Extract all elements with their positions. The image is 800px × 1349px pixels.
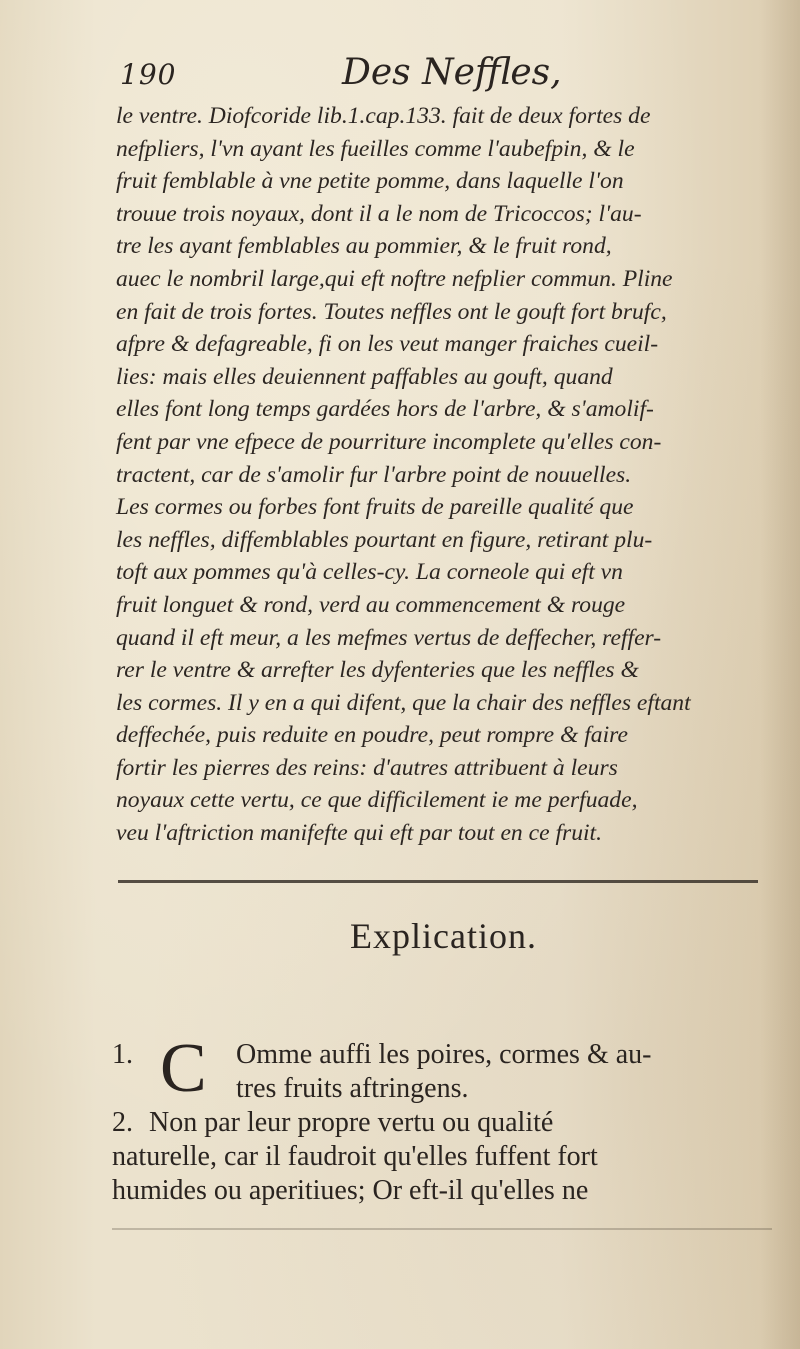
section-heading: Explication.	[350, 916, 537, 956]
text-line: humides ou aperitiues; Or eft-il qu'elles ne	[112, 1175, 589, 1206]
text-line: le ventre. Diofcoride lib.1.cap.133. fait de deux fortes de	[116, 103, 651, 129]
text-line: en fait de trois fortes. Toutes neffles ont le gouft fort brufc,	[116, 298, 667, 325]
text-line: tres fruits aftringens.	[236, 1073, 469, 1104]
text-line: fortir les pierres des reins: d'autres attribuent à leurs	[116, 754, 618, 781]
text-line: nefpliers, l'vn ayant les fueilles comme l'aubefpin, & le	[116, 135, 635, 162]
text-line: trouue trois noyaux, dont il a le nom de Tricoccos; l'au-	[116, 200, 642, 227]
bottom-faint-rule	[112, 1228, 772, 1230]
section-divider	[118, 880, 758, 883]
text-line: deffechée, puis reduite en poudre, peut rompre & faire	[116, 722, 628, 749]
page-number: 190	[120, 58, 177, 91]
text-line: fruit femblable à vne petite pomme, dans laquelle l'on	[116, 168, 624, 195]
drop-capital: C	[160, 1030, 207, 1107]
text-line: afpre & defagreable, fi on les veut manger fraiches cueil-	[116, 331, 659, 358]
text-line: noyaux cette vertu, ce que difficilement ie me perfuade,	[116, 787, 638, 814]
text-line: veu l'aftriction manifefte qui eft par tout en ce fruit.	[116, 820, 603, 847]
text-line: lies: mais elles deuiennent paffables au gouft, quand	[116, 363, 613, 390]
text-line: les neffles, diffemblables pourtant en figure, retirant plu-	[116, 526, 653, 553]
italic-body-text	[116, 100, 800, 850]
text-line: toft aux pommes qu'à celles-cy. La corneole qui eft vn	[116, 559, 623, 586]
explication-item-2	[112, 1106, 792, 1140]
item-number: 2.	[112, 1107, 133, 1138]
text-line: tractent, car de s'amolir fur l'arbre point de nouuelles.	[116, 461, 632, 488]
explication-text	[112, 1030, 792, 1208]
text-line: Omme auffi les poires, cormes & au-	[236, 1039, 652, 1070]
text-line: quand il eft meur, a les mefmes vertus de deffecher, reffer-	[116, 624, 662, 651]
text-line: elles font long temps gardées hors de l'arbre, & s'amolif-	[116, 396, 654, 423]
item-number: 1.	[112, 1039, 133, 1070]
text-line: Non par leur propre vertu ou qualité	[149, 1107, 554, 1138]
text-line: les cormes. Il y en a qui difent, que la chair des neffles eftant	[116, 689, 691, 716]
text-line: naturelle, car il faudroit qu'elles fuffent fort	[112, 1141, 598, 1172]
text-line: auec le nombril large,qui eft noftre nefplier commun. Pline	[116, 265, 673, 292]
text-line: fruit longuet & rond, verd au commencement & rouge	[116, 591, 626, 618]
text-line: fent par vne efpece de pourriture incomplete qu'elles con-	[116, 428, 662, 455]
text-line: rer le ventre & arrefter les dyfenteries que les neffles &	[116, 657, 639, 684]
text-line: Les cormes ou forbes font fruits de pareille qualité que	[116, 494, 634, 521]
text-line: tre les ayant femblables au pommier, & le fruit rond,	[116, 233, 612, 260]
page-header	[112, 52, 752, 96]
running-title: Des Neffles,	[342, 52, 562, 93]
